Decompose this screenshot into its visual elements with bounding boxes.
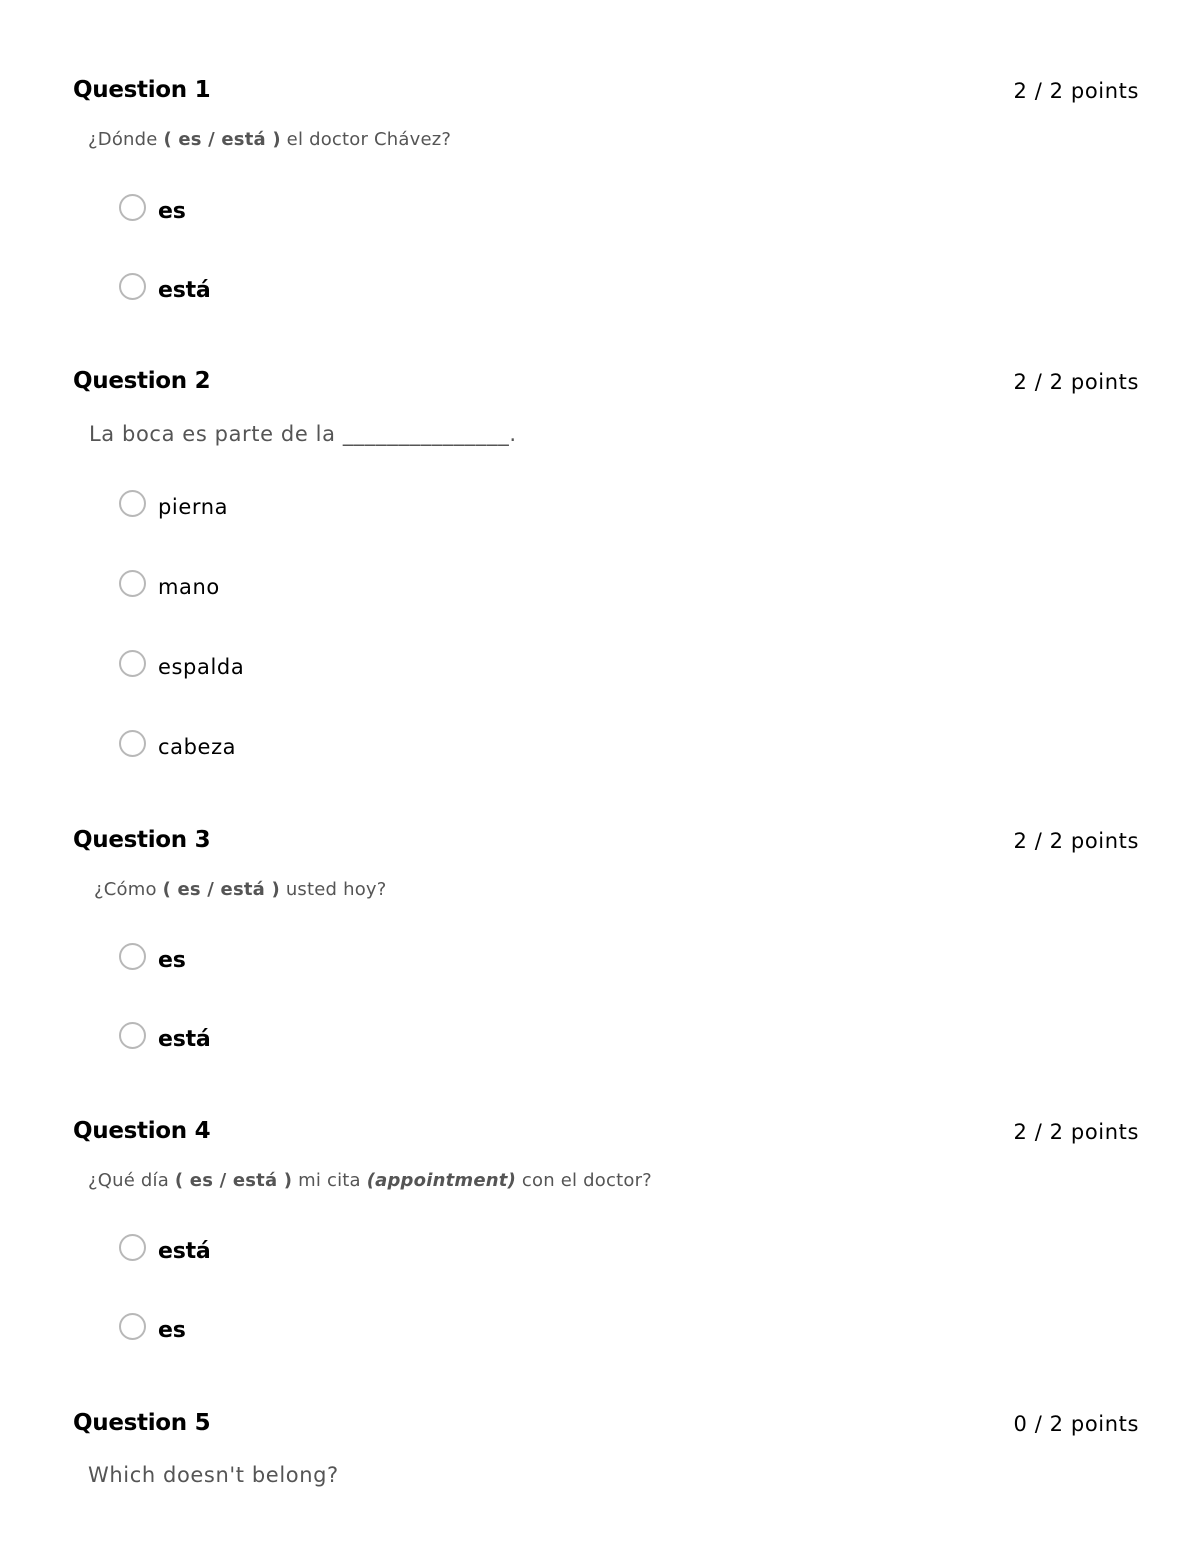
prompt-text: mi cita xyxy=(292,1170,367,1191)
prompt-text: ¿Cómo xyxy=(94,879,163,900)
question-header xyxy=(73,1410,1139,1442)
radio-unselected-icon[interactable] xyxy=(119,1234,146,1261)
prompt-text: ¿Qué día xyxy=(88,1170,175,1191)
radio-unselected-icon[interactable] xyxy=(119,1022,146,1049)
question-title: Question 2 xyxy=(73,368,211,394)
radio-unselected-icon[interactable] xyxy=(119,650,146,677)
question-points: 2 / 2 points xyxy=(1013,79,1139,103)
option-label: es xyxy=(158,199,186,224)
option-label: mano xyxy=(158,575,220,599)
option-label: es xyxy=(158,1318,186,1343)
question-title: Question 5 xyxy=(73,1410,211,1436)
option-label: es xyxy=(158,948,186,973)
option-label: pierna xyxy=(158,495,229,519)
question-prompt: Which doesn't belong? xyxy=(88,1463,339,1487)
question-header xyxy=(73,1118,1139,1150)
prompt-choice: ( es / está ) xyxy=(163,129,281,150)
radio-unselected-icon[interactable] xyxy=(119,273,146,300)
question-points: 2 / 2 points xyxy=(1013,829,1139,853)
question-points: 2 / 2 points xyxy=(1013,1120,1139,1144)
option-label: está xyxy=(158,278,211,303)
prompt-text: con el doctor? xyxy=(516,1170,652,1191)
question-points: 2 / 2 points xyxy=(1013,370,1139,394)
question-header xyxy=(73,368,1139,400)
question-title: Question 4 xyxy=(73,1118,211,1144)
question-title: Question 1 xyxy=(73,77,211,103)
prompt-emphasis: (appointment) xyxy=(366,1170,517,1191)
radio-unselected-icon[interactable] xyxy=(119,570,146,597)
question-prompt: La boca es parte de la _______________. xyxy=(89,422,517,446)
prompt-choice: ( es / está ) xyxy=(174,1170,293,1191)
question-prompt xyxy=(94,879,387,900)
radio-unselected-icon[interactable] xyxy=(119,194,146,221)
option-label: espalda xyxy=(158,655,245,679)
question-header xyxy=(73,77,1139,109)
question-header xyxy=(73,827,1139,859)
option-label: está xyxy=(158,1027,211,1052)
option-label: está xyxy=(158,1239,211,1264)
radio-unselected-icon[interactable] xyxy=(119,490,146,517)
option-label: cabeza xyxy=(158,735,237,759)
radio-unselected-icon[interactable] xyxy=(119,1313,146,1340)
prompt-text: ¿Dónde xyxy=(88,129,164,150)
prompt-text: el doctor Chávez? xyxy=(280,129,452,150)
radio-unselected-icon[interactable] xyxy=(119,943,146,970)
prompt-text: usted hoy? xyxy=(279,879,387,900)
prompt-choice: ( es / está ) xyxy=(162,879,280,900)
question-prompt xyxy=(88,129,451,150)
question-prompt xyxy=(88,1170,652,1191)
question-points: 0 / 2 points xyxy=(1013,1412,1139,1436)
question-title: Question 3 xyxy=(73,827,211,853)
radio-unselected-icon[interactable] xyxy=(119,730,146,757)
